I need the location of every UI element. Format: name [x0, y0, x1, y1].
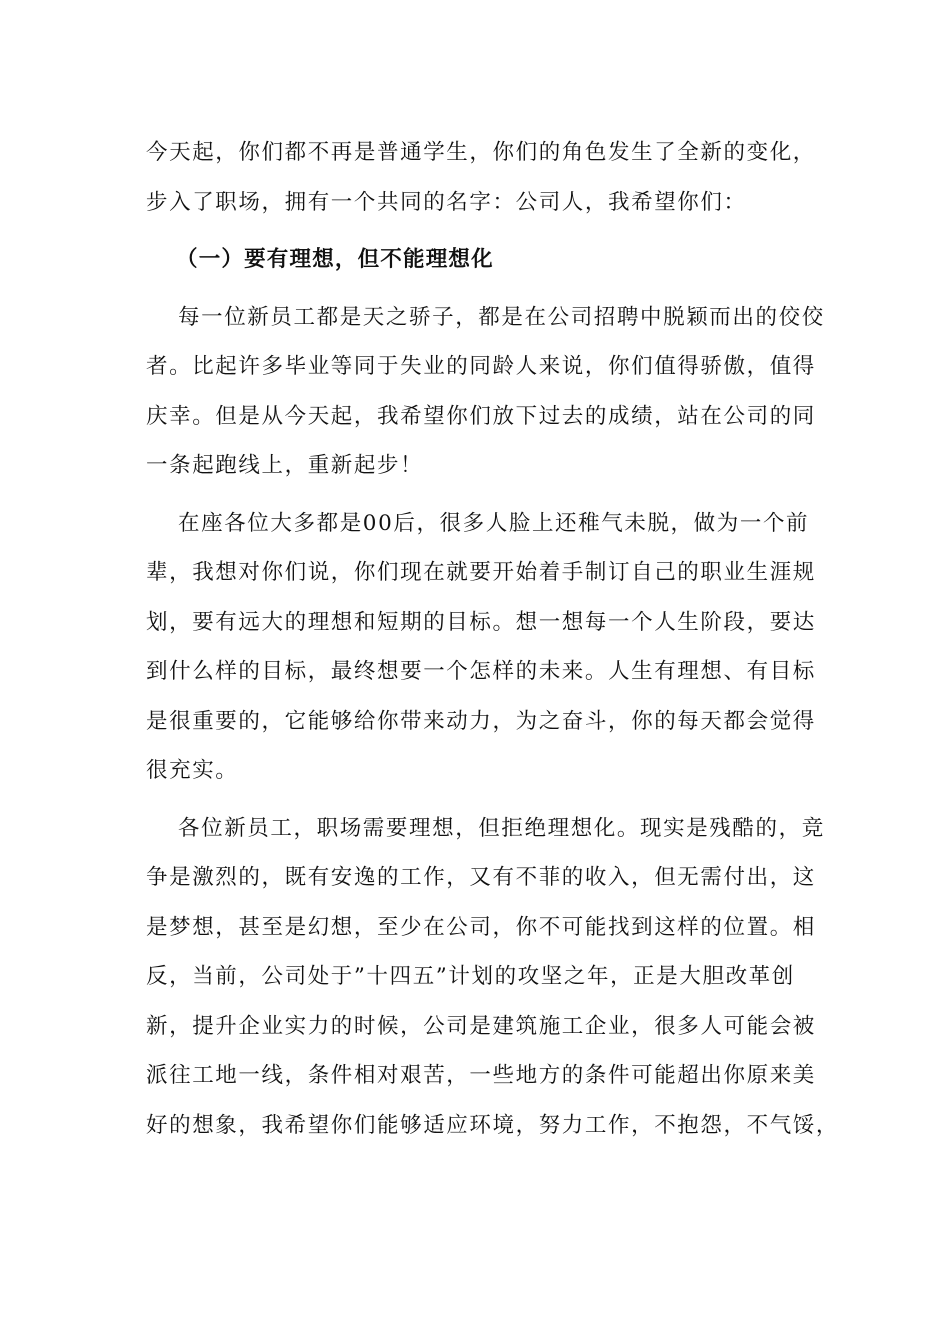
text-line: 到什么样的目标，最终想要一个怎样的未来。人生有理想、有目标 — [146, 659, 816, 684]
text-line: 好的想象，我希望你们能够适应环境，努力工作，不抱怨，不气馁， — [146, 1112, 840, 1138]
paragraph-3 — [146, 804, 840, 1151]
spacer — [146, 491, 806, 499]
paragraph-2 — [146, 499, 816, 796]
text-line: 每一位新员工都是天之骄子，都是在公司招聘中脱颖而出的佼佼 — [178, 304, 825, 330]
text-line: 步入了职场，拥有一个共同的名字：公司人，我希望你们： — [146, 189, 747, 215]
text-line: 辈，我想对你们说，你们现在就要开始着手制订自己的职业生涯规 — [146, 560, 816, 585]
text-line: 一条起跑线上，重新起步！ — [146, 453, 424, 478]
text-line: 在座各位大多都是00后，很多人脸上还稚气未脱，做为一个前 — [178, 510, 810, 536]
text-line: 是很重要的，它能够给你带来动力，为之奋斗，你的每天都会觉得 — [146, 708, 816, 734]
text-line: 派往工地一线，条件相对艰苦，一些地方的条件可能超出你原来美 — [146, 1063, 816, 1088]
section-heading: （一）要有理想，但不能理想化 — [176, 247, 494, 272]
intro-paragraph — [146, 128, 816, 227]
text-line: 争是激烈的，既有安逸的工作，又有不菲的收入，但无需付出，这 — [146, 865, 816, 890]
text-line: 各位新员工，职场需要理想，但拒绝理想化。现实是残酷的，竞 — [178, 815, 825, 841]
text-line: 反，当前，公司处于”十四五”计划的攻坚之年，正是大胆改革创 — [146, 964, 795, 989]
text-line: 划，要有远大的理想和短期的目标。想一想每一个人生阶段，要达 — [146, 609, 816, 635]
spacer — [146, 227, 806, 235]
spacer — [146, 285, 806, 293]
text-line: 是梦想，甚至是幻想，至少在公司，你不可能找到这样的位置。相 — [146, 914, 816, 940]
text-line: 很充实。 — [146, 758, 239, 783]
spacer — [146, 796, 806, 804]
text-line: 者。比起许多毕业等同于失业的同龄人来说，你们值得骄傲，值得 — [146, 354, 816, 379]
document-body — [146, 128, 840, 1150]
text-line: 新，提升企业实力的时候，公司是建筑施工企业，很多人可能会被 — [146, 1013, 816, 1039]
text-line: 庆幸。但是从今天起，我希望你们放下过去的成绩，站在公司的同 — [146, 403, 816, 429]
paragraph-1 — [146, 293, 825, 491]
text-line: 今天起，你们都不再是普通学生，你们的角色发生了全新的变化， — [146, 140, 816, 165]
